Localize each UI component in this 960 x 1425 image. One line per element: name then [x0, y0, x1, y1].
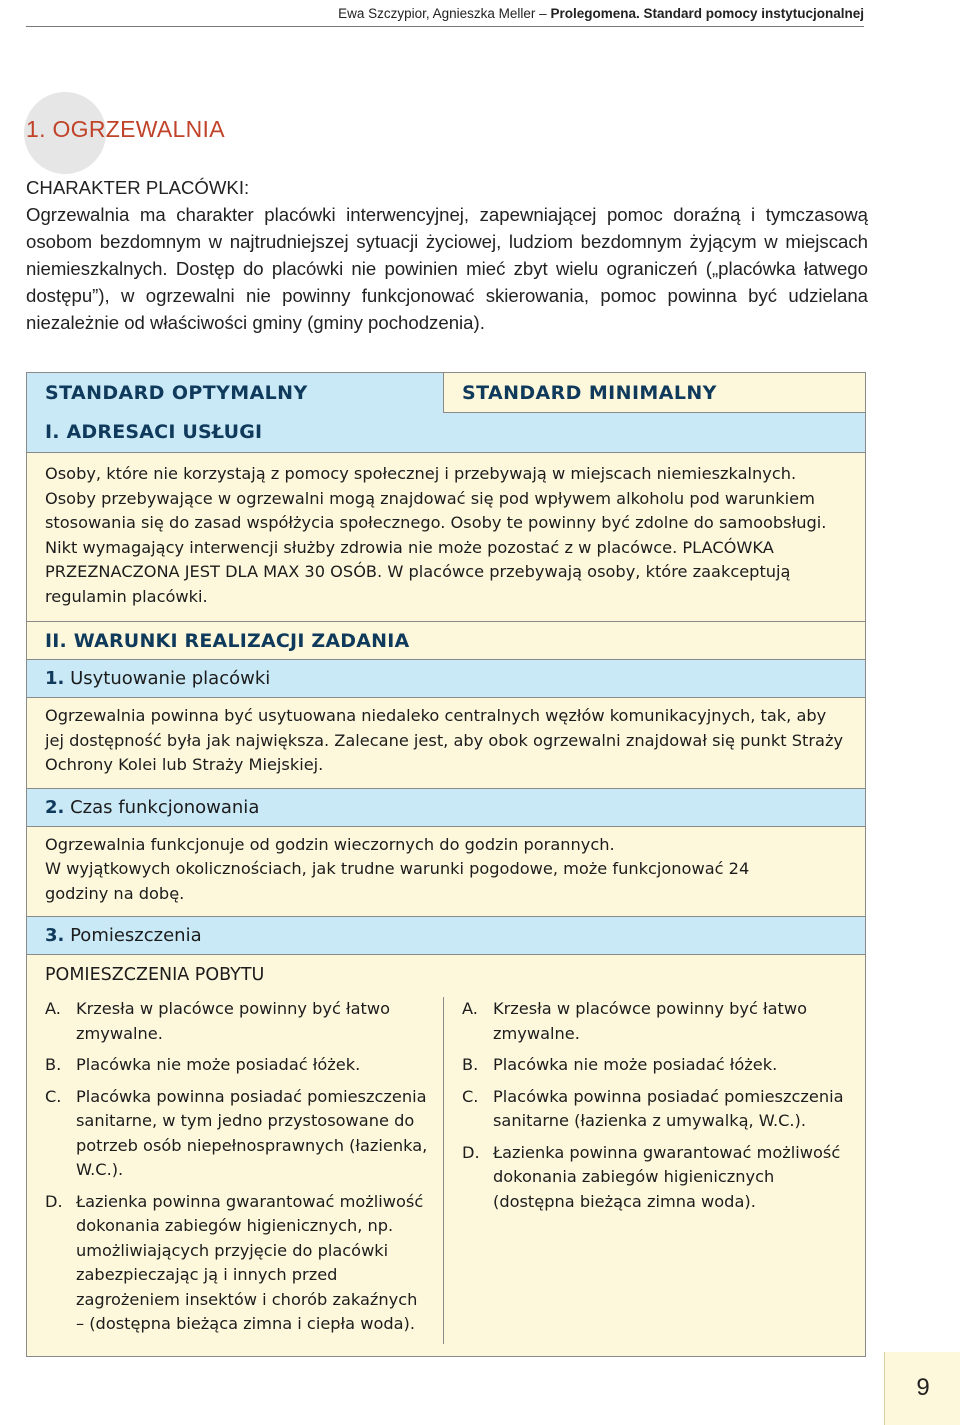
intro-block: [26, 174, 868, 336]
optimal-item-c: [45, 1085, 429, 1183]
rooms-heading: POMIESZCZENIA POBYTU: [45, 965, 265, 985]
subsection-3-row: [27, 917, 865, 955]
optimal-item-d-text: Łazienka powinna gwarantować możliwość dokonania zabiegów higienicznych, np. umożliwiających przyjęcie do placówki zabezpieczając ją i innych przed zagrożeniem insektów i chorób zakaźnych – (dostępna bieżąca zimna i ciepła woda).: [76, 1191, 424, 1333]
subsection-2-number: 2.: [45, 796, 65, 818]
header-authors: Ewa Szczypior, Agnieszka Meller –: [338, 6, 551, 21]
subsection-2-line-1: Ogrzewalnia funkcjonuje od godzin wieczornych do godzin porannych.: [45, 834, 615, 854]
minimal-item-c-text: Placówka powinna posiadać pomieszczenia sanitarne (łazienka z umywalką, W.C.).: [493, 1086, 844, 1130]
subsection-3-number: 3.: [45, 925, 65, 946]
header-title: Prolegomena. Standard pomocy instytucjonalnej: [550, 6, 864, 21]
section-title: 1. OGRZEWALNIA: [26, 116, 225, 142]
subsection-2-label: Czas funkcjonowania: [64, 796, 260, 818]
subsection-3-content-row: [27, 955, 865, 1356]
subsection-1-number: 1.: [45, 668, 65, 689]
optimal-item-d: [45, 1190, 429, 1337]
minimal-item-d-text: Łazienka powinna gwarantować możliwość dokonania zabiegów higienicznych (dostępna bieżąca zimna woda).: [493, 1142, 841, 1211]
optimal-item-a: [45, 997, 429, 1046]
running-header: [130, 6, 864, 21]
section-1-text-c: W placówce przebywają osoby, które zaakceptują regulamin placówki.: [45, 562, 791, 606]
subsection-1-heading: [45, 668, 270, 689]
optimal-item-c-text: Placówka powinna posiadać pomieszczenia sanitarne, w tym jedno przystosowane do potrzeb osób niepełnosprawnych (łazienka, W.C.).: [76, 1086, 428, 1179]
page-number: 9: [916, 1374, 930, 1401]
section-1-content-row: [27, 453, 865, 622]
section-1-title: I. ADRESACI USŁUGI: [45, 421, 263, 443]
standards-header-row: [27, 373, 865, 453]
minimal-item-a-text: Krzesła w placówce powinny być łatwo zmywalne.: [493, 999, 808, 1043]
header-rule: [26, 26, 864, 27]
optimal-item-a-letter: A.: [45, 999, 61, 1018]
subsection-2-line-2: W wyjątkowych okolicznościach, jak trudne warunki pogodowe, może funkcjonować 24 godziny na dobę.: [45, 859, 750, 903]
optimal-item-b: [45, 1053, 429, 1078]
optimal-header-cell: [27, 373, 443, 453]
minimal-header-cell: [443, 373, 865, 413]
section-1-text-a: Osoby, które nie korzystają z pomocy społecznej i przebywają w miejscach niemieszkalnych. Osoby przebywające w ogrzewalni mogą znajdować się pod wpływem alkoholu pod warunkiem stosowania się do zasad współżycia społecznego. Osoby te powinny być zdolne do samoobsługi. Nikt wymagający interwencji służby zdrowia nie może pozostać z w placówce.: [45, 464, 827, 557]
subsection-1-content-row: [27, 698, 865, 789]
optimal-item-d-letter: D.: [45, 1191, 63, 1211]
subsection-3-heading: [45, 925, 202, 946]
minimal-item-a: [462, 997, 847, 1046]
section-1-capacity: PLACÓWKA PRZEZNACZONA JEST DLA MAX 30 OSÓB.: [45, 537, 774, 581]
minimal-item-d: [462, 1141, 847, 1215]
intro-text: Ogrzewalnia ma charakter placówki interwencyjnej, zapewniającej pomoc doraźną i tymczasową osobom bezdomnym w najtrudniejszej sytuacji życiowej, ludziom bezdomnym żyjącym w miejscach niemieszkalnych. Dostęp do placówki nie powinien mieć zbyt wielu ograniczeń („placówka łatwego dostępu”), w ogrzewalni nie powinny funkcjonować skierowania, pomoc powinna być udzielana niezależnie od właściwości gminy (gminy pochodzenia).: [26, 204, 868, 333]
section-1-text: [45, 462, 847, 609]
subsection-1-text: Ogrzewalnia powinna być usytuowana niedaleko centralnych węzłów komunikacyjnych, tak, aby jej dostępność była jak największa. Zalecane jest, aby obok ogrzewalni znajdował się punkt Straży Ochrony Kolei lub Straży Miejskiej.: [45, 706, 844, 774]
subsection-1-row: [27, 660, 865, 698]
standard-optimal-label: STANDARD OPTYMALNY: [45, 382, 308, 404]
section-2-title-row: [27, 622, 865, 660]
minimal-item-b-text: Placówka nie może posiadać łóżek.: [493, 1055, 778, 1074]
subsection-3-label: Pomieszczenia: [64, 925, 202, 946]
section-2-title: II. WARUNKI REALIZACJI ZADANIA: [45, 630, 410, 652]
optimal-item-b-letter: B.: [45, 1055, 62, 1074]
optimal-item-c-letter: C.: [45, 1086, 62, 1106]
minimal-item-a-letter: A.: [462, 999, 478, 1018]
subsection-2-heading: [45, 797, 259, 818]
minimal-item-d-letter: D.: [462, 1142, 480, 1162]
optimal-item-b-text: Placówka nie może posiadać łóżek.: [76, 1055, 361, 1074]
standard-minimal-label: STANDARD MINIMALNY: [462, 382, 717, 404]
rooms-minimal-column: [443, 997, 865, 1344]
subsection-1-label: Usytuowanie placówki: [64, 668, 271, 689]
standards-table: [26, 372, 866, 1357]
rooms-optimal-column: [27, 997, 443, 1344]
optimal-item-a-text: Krzesła w placówce powinny być łatwo zmywalne.: [76, 999, 391, 1043]
intro-heading: CHARAKTER PLACÓWKI:: [26, 177, 250, 198]
subsection-2-content-row: [27, 827, 865, 918]
minimal-item-b: [462, 1053, 847, 1078]
subsection-2-row: [27, 789, 865, 827]
page-number-box: [884, 1352, 960, 1425]
minimal-item-b-letter: B.: [462, 1055, 479, 1074]
minimal-item-c: [462, 1085, 847, 1134]
rooms-columns: [27, 997, 865, 1344]
minimal-item-c-letter: C.: [462, 1086, 479, 1106]
